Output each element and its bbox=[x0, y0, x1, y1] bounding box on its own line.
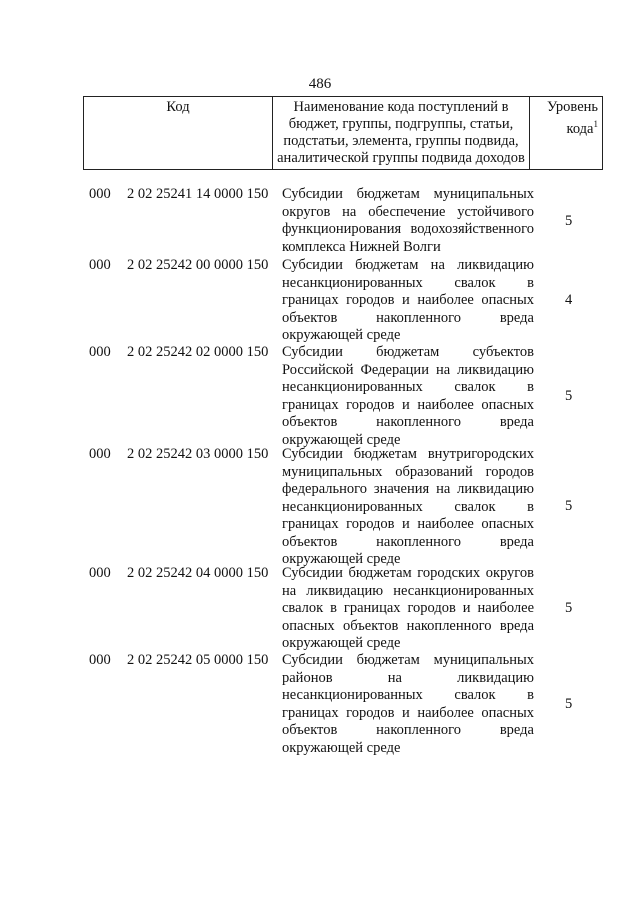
admin-code: 000 bbox=[89, 446, 111, 462]
revenue-name-line: свалок в границах городов и наиболее bbox=[282, 600, 534, 616]
revenue-name-line: Субсидии бюджетам городских округов bbox=[282, 565, 534, 581]
revenue-code: 2 02 25242 02 0000 150 bbox=[127, 344, 269, 360]
revenue-name-line: на ликвидацию несанкционированных bbox=[282, 582, 534, 599]
revenue-code: 2 02 25241 14 0000 150 bbox=[127, 186, 269, 202]
header-level-line bbox=[534, 116, 598, 138]
revenue-name-line: муниципальных образований городов bbox=[282, 463, 534, 480]
revenue-name-line: Субсидии бюджетам муниципальных bbox=[282, 186, 534, 202]
revenue-name bbox=[282, 652, 534, 757]
revenue-name-line: объектов накопленного вреда bbox=[282, 309, 534, 326]
code-level: 5 bbox=[565, 498, 573, 514]
code-level: 5 bbox=[565, 600, 573, 616]
revenue-name-line: несанкционированных свалок в bbox=[282, 379, 534, 395]
header-level bbox=[530, 97, 603, 170]
revenue-name-line: Субсидии бюджетам на ликвидацию bbox=[282, 257, 534, 273]
code-level: 4 bbox=[565, 292, 573, 308]
header-name-line: Наименование кода поступлений в bbox=[293, 99, 509, 115]
admin-code: 000 bbox=[89, 565, 111, 581]
revenue-name-line: окружающей среде bbox=[282, 551, 401, 567]
revenue-name-line: несанкционированных свалок в bbox=[282, 274, 534, 291]
code-level: 5 bbox=[565, 696, 573, 712]
revenue-code: 2 02 25242 04 0000 150 bbox=[127, 565, 269, 581]
revenue-name-line: несанкционированных свалок в bbox=[282, 498, 534, 515]
table-header bbox=[83, 96, 603, 170]
revenue-name-line: Субсидии бюджетам субъектов bbox=[282, 344, 534, 360]
header-name bbox=[273, 97, 530, 170]
revenue-name bbox=[282, 344, 534, 449]
revenue-name-line: окружающей среде bbox=[282, 635, 401, 651]
revenue-code: 2 02 25242 05 0000 150 bbox=[127, 652, 269, 668]
revenue-name bbox=[282, 446, 534, 569]
revenue-name-line: окружающей среде bbox=[282, 739, 401, 756]
admin-code: 000 bbox=[89, 652, 111, 668]
header-name-line: подстатьи, элемента, группы подвида, bbox=[283, 133, 519, 149]
revenue-name bbox=[282, 257, 534, 345]
code-level: 5 bbox=[565, 213, 573, 229]
footnote-marker: 1 bbox=[593, 119, 598, 129]
revenue-name-line: границах городов и наиболее опасных bbox=[282, 292, 534, 308]
revenue-name-line: опасных объектов накопленного вреда bbox=[282, 617, 534, 634]
revenue-name-line: объектов накопленного вреда bbox=[282, 414, 534, 430]
header-name-line: бюджет, группы, подгруппы, статьи, bbox=[288, 116, 514, 132]
revenue-name-line: границах городов и наиболее опасных bbox=[282, 396, 534, 413]
header-name-line: аналитической группы подвида доходов bbox=[277, 150, 525, 166]
revenue-code: 2 02 25242 00 0000 150 bbox=[127, 257, 269, 273]
admin-code: 000 bbox=[89, 344, 111, 360]
revenue-name-line: объектов накопленного вреда bbox=[282, 722, 534, 738]
revenue-name-line: границах городов и наиболее опасных bbox=[282, 516, 534, 532]
header-code: Код bbox=[84, 97, 273, 170]
revenue-name bbox=[282, 565, 534, 653]
revenue-name-line: окружающей среде bbox=[282, 327, 401, 343]
revenue-name-line: районов на ликвидацию bbox=[282, 669, 534, 686]
revenue-name-line: Российской Федерации на ликвидацию bbox=[282, 361, 534, 378]
revenue-name-line: несанкционированных свалок в bbox=[282, 687, 534, 703]
code-level: 5 bbox=[565, 388, 573, 404]
revenue-name-line: окружающей среде bbox=[282, 431, 401, 448]
revenue-name-line: округов на обеспечение устойчивого bbox=[282, 203, 534, 220]
admin-code: 000 bbox=[89, 257, 111, 273]
header-level-line: Уровень bbox=[546, 99, 598, 115]
revenue-name-line: границах городов и наиболее опасных bbox=[282, 704, 534, 721]
revenue-name-line: Субсидии бюджетам муниципальных bbox=[282, 652, 534, 668]
revenue-name-line: комплекса Нижней Волги bbox=[282, 238, 441, 255]
revenue-name-line: объектов накопленного вреда bbox=[282, 533, 534, 550]
revenue-code: 2 02 25242 03 0000 150 bbox=[127, 446, 269, 462]
revenue-name-line: функционирования водохозяйственного bbox=[282, 221, 534, 237]
revenue-name-line: Субсидии бюджетам внутригородских bbox=[282, 446, 534, 462]
revenue-name bbox=[282, 186, 534, 256]
admin-code: 000 bbox=[89, 186, 111, 202]
header-level-text: кода bbox=[566, 120, 594, 137]
revenue-name-line: федерального значения на ликвидацию bbox=[282, 481, 534, 497]
page-number: 486 bbox=[308, 76, 332, 92]
